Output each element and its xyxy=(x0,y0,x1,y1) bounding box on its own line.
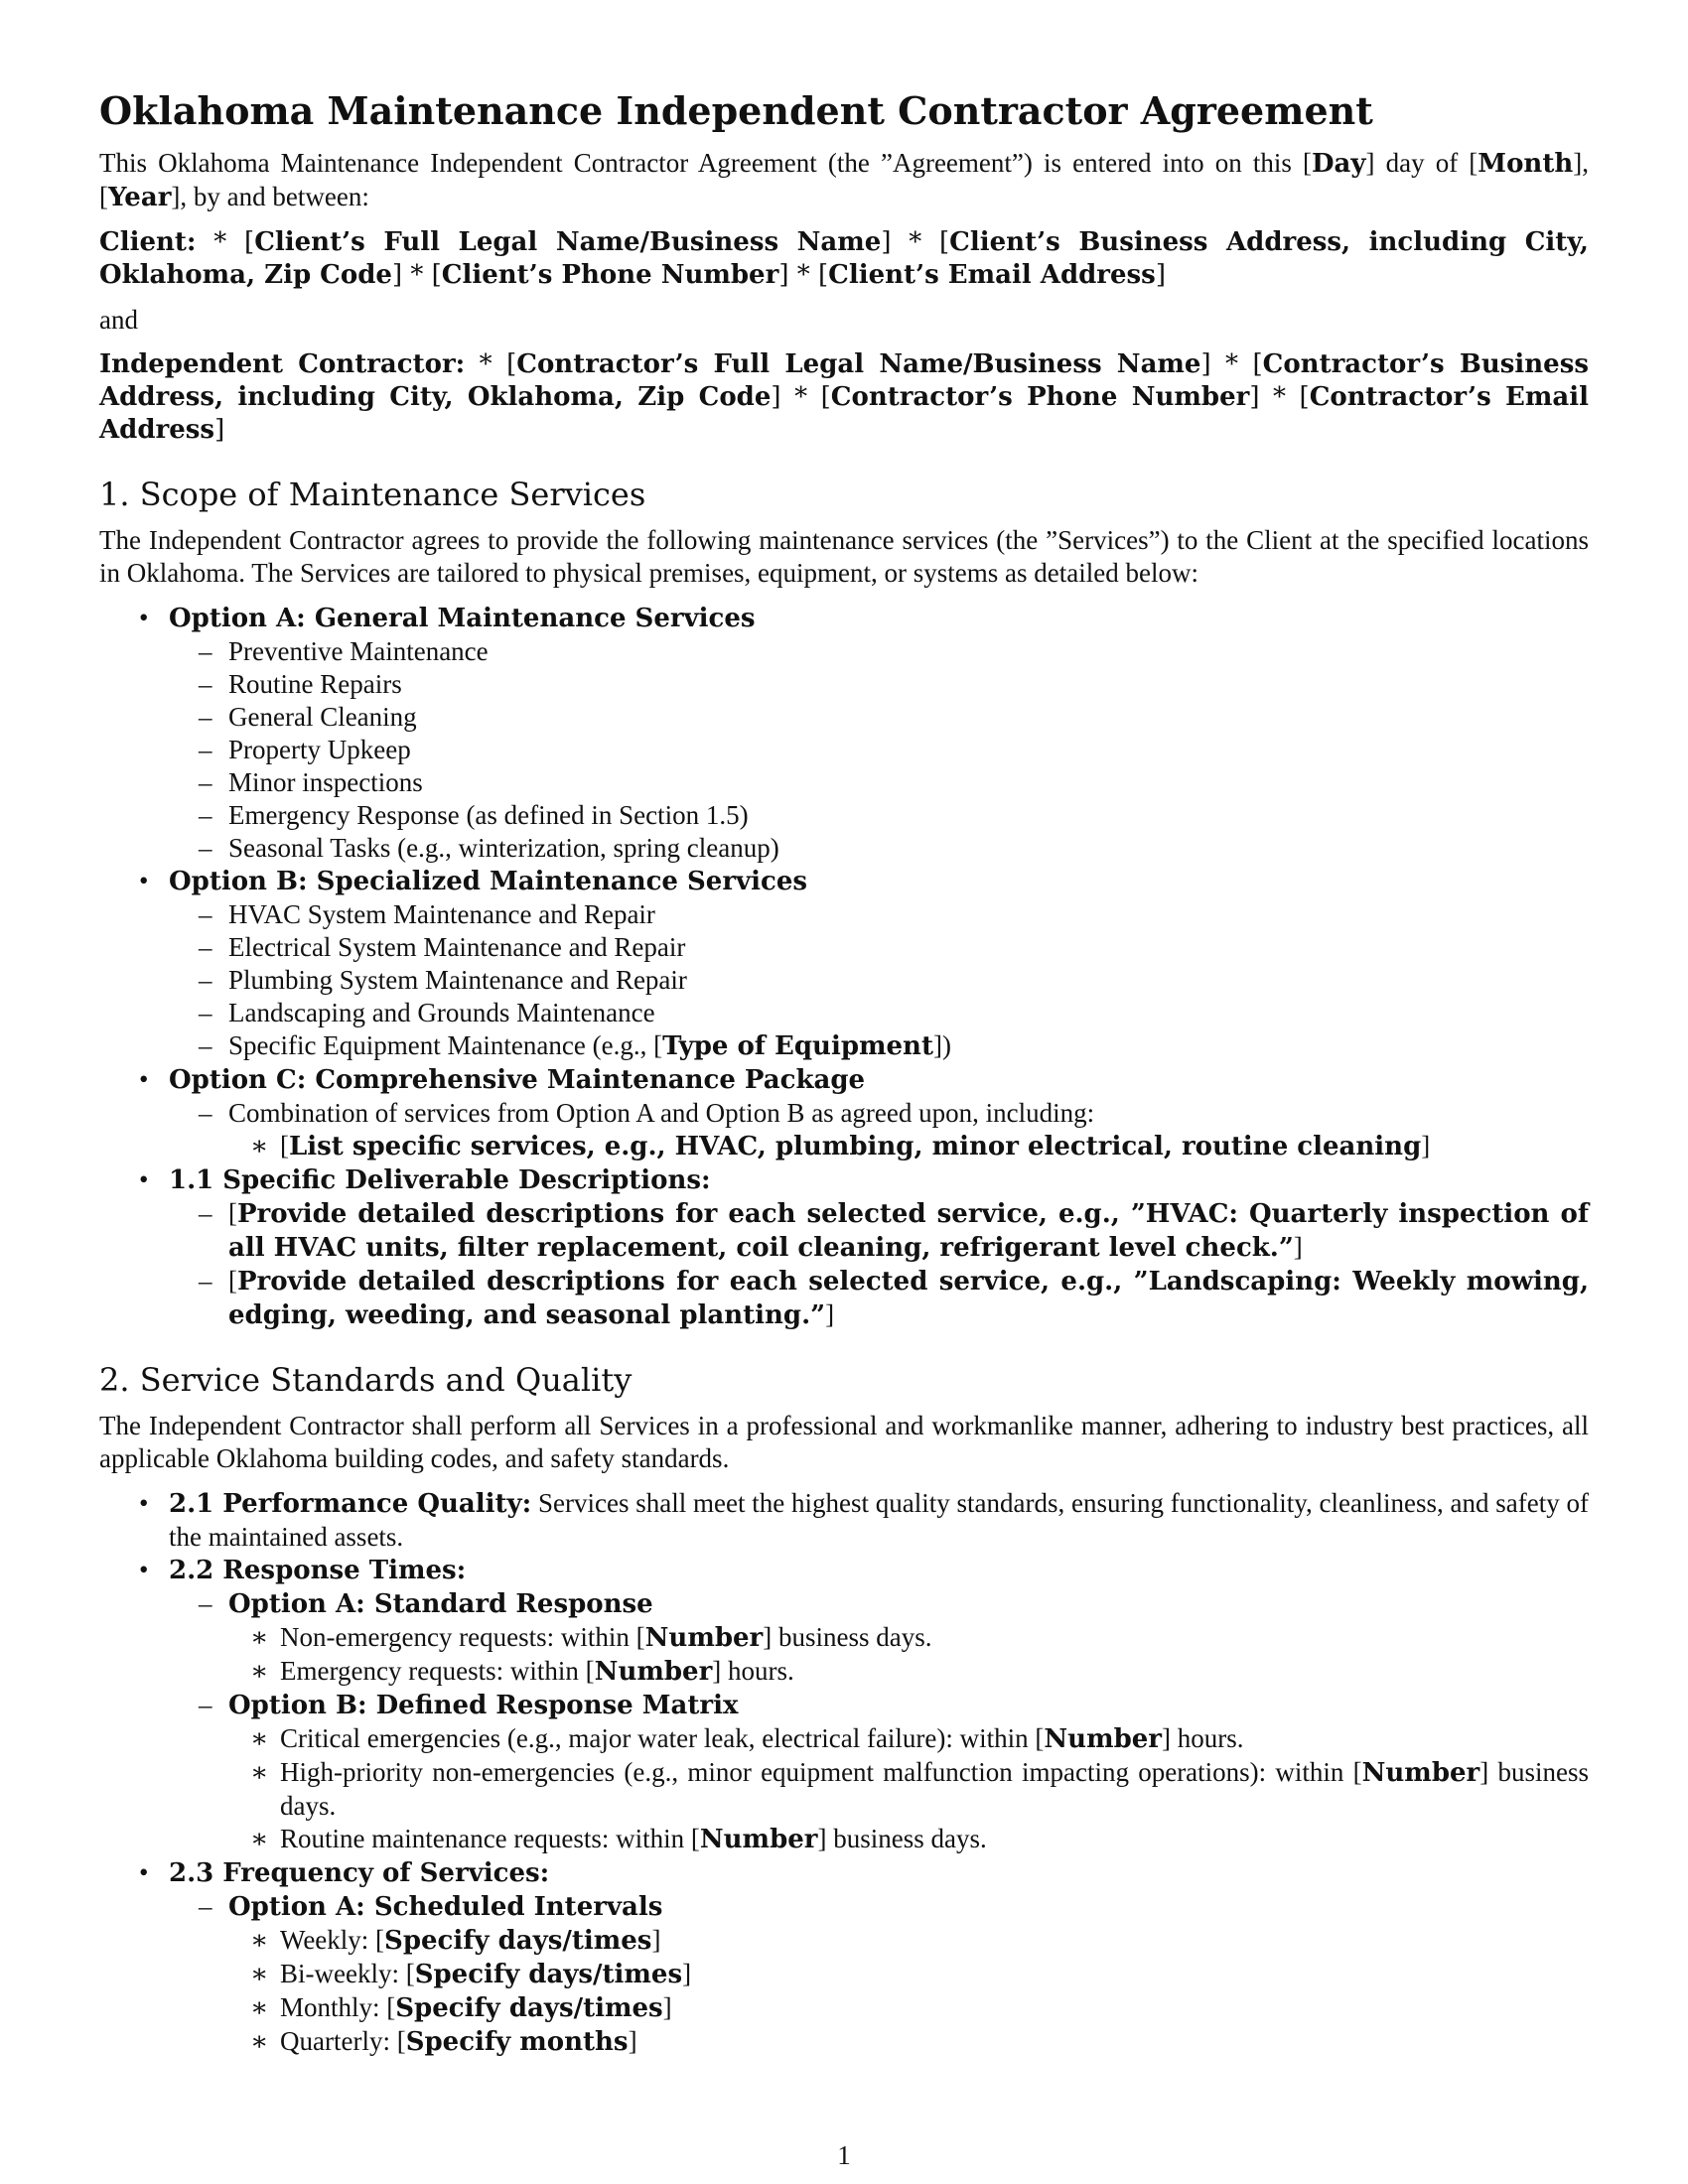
biweekly-placeholder: Specify days/times xyxy=(414,1960,683,1989)
day-placeholder: Day xyxy=(1311,149,1366,179)
option-b-title: Option B: Specialized Maintenance Services xyxy=(169,867,808,896)
scheduled-intervals-title: Option A: Scheduled Intervals xyxy=(228,1892,663,1922)
list-item: – [Provide detailed descriptions for each selected service, e.g., ”Landscaping: Weekly mowing, edging, weeding, and seasonal planting.”] xyxy=(99,1265,1589,1332)
list-item xyxy=(99,1722,1589,1756)
item-text: ] xyxy=(651,1925,661,1955)
deliverables-title: 1.1 Specific Deliverable Descriptions: xyxy=(169,1165,711,1195)
section-2-heading: 2. Service Standards and Quality xyxy=(99,1361,633,1399)
performance-quality-title: 2.1 Performance Quality: xyxy=(169,1489,532,1519)
deliverable-placeholder: Provide detailed descriptions for each selected service, e.g., ”Landscaping: Weekly mowing, edging, weeding, and seasonal planting.” xyxy=(228,1267,1589,1330)
item-text: ] xyxy=(628,2026,637,2056)
client-address-placeholder: Client’s Business Address, including City, Oklahoma, Zip Code xyxy=(99,227,1589,290)
performance-quality-item xyxy=(99,1487,1589,1554)
item-text: Bi-weekly: [ xyxy=(280,1959,415,1988)
monthly-placeholder: Specify days/times xyxy=(395,1993,663,2023)
list-item: – Preventive Maintenance xyxy=(99,635,1589,668)
item-text: ] xyxy=(662,1992,672,2022)
option-c-subsublist xyxy=(228,1130,1589,1163)
client-email-placeholder: Client’s Email Address xyxy=(828,260,1156,290)
section-2-paragraph: The Independent Contractor shall perform all Services in a professional and workmanlike manner, adhering to industry best practices, all applicable Oklahoma building codes, and safety standards. xyxy=(99,1411,1589,1473)
document-page xyxy=(99,85,1589,2059)
contractor-email-placeholder: Contractor’s Email Address xyxy=(99,382,1589,445)
page-number: 1 xyxy=(837,2140,851,2170)
item-text: ] business days. xyxy=(817,1824,987,1853)
list-item xyxy=(99,1655,1589,1689)
equipment-text: ]) xyxy=(932,1030,951,1060)
list-item xyxy=(99,1890,1589,2059)
client-phone-placeholder: Client’s Phone Number xyxy=(441,260,779,290)
response-times-sublist xyxy=(169,1587,1589,1856)
list-item xyxy=(99,1991,1589,2025)
item-text: ] hours. xyxy=(712,1656,794,1686)
frequency-item xyxy=(99,1856,1589,2059)
contractor-name-placeholder: Contractor’s Full Legal Name/Business Name xyxy=(516,349,1201,379)
client-name-placeholder: Client’s Full Legal Name/Business Name xyxy=(254,227,882,257)
list-item xyxy=(99,1097,1589,1163)
deliverables-sublist xyxy=(169,1197,1589,1332)
item-text: ] xyxy=(682,1959,692,1988)
item-text: ] business days. xyxy=(280,1757,1589,1821)
list-item: – Landscaping and Grounds Maintenance xyxy=(99,997,1589,1029)
section-1-heading: 1. Scope of Maintenance Services xyxy=(99,476,646,513)
list-item: – [Provide detailed descriptions for each selected service, e.g., ”HVAC: Quarterly inspection of all HVAC units, filter replacement, coil cleaning, refrigerant level check.”] xyxy=(99,1197,1589,1265)
number-placeholder: Number xyxy=(644,1623,764,1653)
item-text: Monthly: [ xyxy=(280,1992,396,2022)
standard-response-list xyxy=(228,1621,1589,1689)
list-item: – Property Upkeep xyxy=(99,734,1589,766)
item-text: ] business days. xyxy=(763,1622,932,1652)
services-placeholder: List specific services, e.g., HVAC, plumbing, minor electrical, routine cleaning xyxy=(289,1132,1422,1161)
and-text: and xyxy=(99,305,138,335)
item-text: Weekly: [ xyxy=(280,1925,385,1955)
contractor-block: Independent Contractor: * [Contractor’s Full Legal Name/Business Name] * [Contractor’s Business Address, including City, Oklahoma, Zip Code] * [Contractor’s Phone Number] * [Contractor’s Email Address] xyxy=(99,349,1589,445)
list-item: – Minor inspections xyxy=(99,766,1589,799)
number-placeholder: Number xyxy=(594,1657,713,1687)
list-item: – HVAC System Maintenance and Repair xyxy=(99,898,1589,931)
response-times-item xyxy=(99,1554,1589,1856)
list-item: – Seasonal Tasks (e.g., winterization, spring cleanup) xyxy=(99,832,1589,865)
list-item xyxy=(99,1029,1589,1063)
deliverables-item xyxy=(99,1163,1589,1332)
client-label: Client: xyxy=(99,227,197,257)
section-1-paragraph: The Independent Contractor agrees to provide the following maintenance services (the ”Services”) to the Client at the specified locations in Oklahoma. The Services are tailored to physical premises, equipment, or systems as detailed below: xyxy=(99,525,1589,588)
response-times-title: 2.2 Response Times: xyxy=(169,1556,467,1585)
quarterly-placeholder: Specify months xyxy=(405,2027,629,2057)
list-item xyxy=(99,1756,1589,1823)
frequency-sublist xyxy=(169,1890,1589,2059)
option-a-item xyxy=(99,602,1589,865)
equipment-placeholder: Type of Equipment xyxy=(662,1031,933,1061)
list-item: – General Cleaning xyxy=(99,701,1589,734)
contractor-label: Independent Contractor: xyxy=(99,349,466,379)
standard-response-title: Option A: Standard Response xyxy=(228,1589,653,1619)
item-text: ] hours. xyxy=(1162,1723,1244,1753)
item-text: Critical emergencies (e.g., major water leak, electrical failure): within [ xyxy=(280,1723,1045,1753)
item-text: Emergency requests: within [ xyxy=(280,1656,595,1686)
option-c-item xyxy=(99,1063,1589,1163)
section-1-list xyxy=(99,602,1589,1332)
intro-text: , xyxy=(1582,148,1589,178)
item-text: Quarterly: [ xyxy=(280,2026,406,2056)
year-placeholder: Year xyxy=(108,183,172,212)
contractor-address-placeholder: Contractor’s Business Address, including City, Oklahoma, Zip Code xyxy=(99,349,1589,412)
list-item xyxy=(99,1587,1589,1689)
option-b-item xyxy=(99,865,1589,1063)
list-item xyxy=(99,1621,1589,1655)
option-b-sublist xyxy=(169,898,1589,1063)
intro-paragraph: This Oklahoma Maintenance Independent Contractor Agreement (the ”Agreement”) is entered into on this [Day] day of [Month], [Year], by and between: xyxy=(99,148,1589,212)
equipment-text: Specific Equipment Maintenance (e.g., [ xyxy=(228,1030,663,1060)
list-item xyxy=(99,2025,1589,2059)
document-title: Oklahoma Maintenance Independent Contractor Agreement xyxy=(99,88,1373,133)
list-item: – Plumbing System Maintenance and Repair xyxy=(99,964,1589,997)
number-placeholder: Number xyxy=(1361,1758,1480,1788)
weekly-placeholder: Specify days/times xyxy=(384,1926,652,1956)
option-a-title: Option A: General Maintenance Services xyxy=(169,604,756,633)
intro-text: , by and between: xyxy=(180,182,369,211)
number-placeholder: Number xyxy=(699,1825,818,1854)
list-item: – Routine Repairs xyxy=(99,668,1589,701)
month-placeholder: Month xyxy=(1477,149,1574,179)
list-item: – Emergency Response (as defined in Section 1.5) xyxy=(99,799,1589,832)
list-item xyxy=(99,1958,1589,1991)
contractor-phone-placeholder: Contractor’s Phone Number xyxy=(830,382,1250,412)
performance-quality-text: Services shall meet the highest quality standards, ensuring functionality, cleanliness, and safety of the maintained assets. xyxy=(169,1488,1589,1552)
option-c-text: Combination of services from Option A and Option B as agreed upon, including: xyxy=(228,1098,1095,1128)
item-text: Routine maintenance requests: within [ xyxy=(280,1824,700,1853)
list-item xyxy=(99,1689,1589,1856)
option-a-sublist xyxy=(169,635,1589,865)
list-item: – Electrical System Maintenance and Repair xyxy=(99,931,1589,964)
list-item xyxy=(99,1924,1589,1958)
scheduled-intervals-list xyxy=(228,1924,1589,2059)
intro-text: day of xyxy=(1374,148,1470,178)
deliverable-placeholder: Provide detailed descriptions for each selected service, e.g., ”HVAC: Quarterly inspection of all HVAC units, filter replacement, coil cleaning, refrigerant level check.” xyxy=(228,1199,1589,1263)
frequency-title: 2.3 Frequency of Services: xyxy=(169,1858,550,1888)
intro-text: This Oklahoma Maintenance Independent Contractor Agreement (the ”Agreement”) is entered into on this xyxy=(99,148,1303,178)
response-matrix-title: Option B: Defined Response Matrix xyxy=(228,1691,739,1720)
list-item xyxy=(99,1823,1589,1856)
item-text: High-priority non-emergencies (e.g., minor equipment malfunction impacting operations): within [ xyxy=(280,1757,1362,1787)
response-matrix-list xyxy=(228,1722,1589,1856)
client-block: Client: * [Client’s Full Legal Name/Business Name] * [Client’s Business Address, including City, Oklahoma, Zip Code] * [Client’s Phone Number] * [Client’s Email Address] xyxy=(99,227,1589,290)
option-c-sublist xyxy=(169,1097,1589,1163)
option-c-title: Option C: Comprehensive Maintenance Package xyxy=(169,1065,866,1095)
list-item: ∗ [List specific services, e.g., HVAC, plumbing, minor electrical, routine cleaning] xyxy=(99,1130,1589,1163)
item-text: Non-emergency requests: within [ xyxy=(280,1622,645,1652)
section-2-list xyxy=(99,1487,1589,2059)
number-placeholder: Number xyxy=(1044,1724,1163,1754)
